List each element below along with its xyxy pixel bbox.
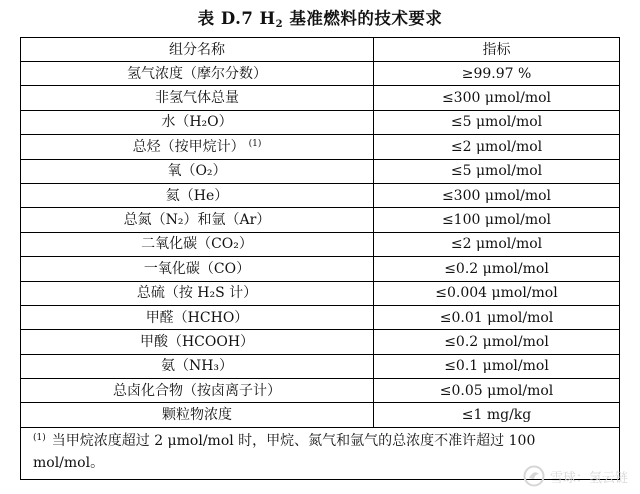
component-name-cell bbox=[21, 354, 374, 378]
indicator-value-cell: ≤0.01 μmol/mol bbox=[374, 305, 620, 329]
component-name-cell bbox=[21, 135, 374, 159]
component-name-cell bbox=[21, 330, 374, 354]
component-name: 甲酸（HCOOH） bbox=[139, 333, 255, 350]
component-name-cell bbox=[21, 379, 374, 403]
component-name-cell bbox=[21, 208, 374, 232]
component-name-cell bbox=[21, 183, 374, 207]
table-row bbox=[21, 159, 620, 183]
indicator-value-cell: ≤2 μmol/mol bbox=[374, 135, 620, 159]
watermark bbox=[523, 465, 628, 487]
component-name-cell bbox=[21, 257, 374, 281]
snowball-logo-icon bbox=[523, 465, 545, 487]
component-name-cell bbox=[21, 232, 374, 256]
component-name: 甲醛（HCHO） bbox=[145, 309, 249, 326]
footnote-mark: (1) bbox=[33, 432, 46, 443]
component-name-cell bbox=[21, 110, 374, 134]
component-name: 总氮（N₂）和氩（Ar） bbox=[123, 212, 271, 229]
component-name-cell bbox=[21, 305, 374, 329]
indicator-value-cell: ≤1 mg/kg bbox=[374, 403, 620, 427]
title-subscript: 2 bbox=[275, 19, 284, 30]
watermark-text: 雪球：氢云链 bbox=[549, 470, 628, 486]
footnote-text: 当甲烷浓度超过 2 μmol/mol 时，甲烷、氮气和氩气的总浓度不准许超过 100 mol/mol。 bbox=[33, 432, 536, 471]
component-name: 水（H₂O） bbox=[161, 114, 233, 131]
component-name: 总卤化合物（按卤离子计） bbox=[113, 382, 281, 399]
table-row bbox=[21, 232, 620, 256]
table-row bbox=[21, 86, 620, 110]
component-name: 颗粒物浓度 bbox=[162, 407, 232, 424]
title-text: 表 D.7 H bbox=[197, 9, 276, 28]
component-name-cell bbox=[21, 281, 374, 305]
requirements-table bbox=[20, 37, 620, 480]
table-row bbox=[21, 135, 620, 159]
indicator-value-cell: ≤5 μmol/mol bbox=[374, 110, 620, 134]
footnote-reference: (1) bbox=[248, 138, 262, 149]
component-name: 氧（O₂） bbox=[167, 163, 227, 180]
component-name-cell bbox=[21, 86, 374, 110]
column-header-component: 组分名称 bbox=[21, 38, 374, 62]
table-row bbox=[21, 257, 620, 281]
component-name: 氢气浓度（摩尔分数） bbox=[127, 65, 267, 82]
table-row bbox=[21, 379, 620, 403]
indicator-value-cell: ≤100 μmol/mol bbox=[374, 208, 620, 232]
table-row bbox=[21, 183, 620, 207]
table-row bbox=[21, 208, 620, 232]
component-name-cell bbox=[21, 159, 374, 183]
table-row bbox=[21, 403, 620, 427]
component-name-cell bbox=[21, 403, 374, 427]
table-row bbox=[21, 281, 620, 305]
indicator-value-cell: ≤0.1 μmol/mol bbox=[374, 354, 620, 378]
component-name: 氦（He） bbox=[165, 187, 229, 204]
component-name: 二氧化碳（CO₂） bbox=[141, 236, 253, 253]
component-name-cell bbox=[21, 62, 374, 86]
component-name: 氨（NH₃） bbox=[160, 358, 234, 375]
indicator-value-cell: ≤300 μmol/mol bbox=[374, 86, 620, 110]
column-header-indicator: 指标 bbox=[374, 38, 620, 62]
table-body bbox=[21, 62, 620, 428]
indicator-value-cell: ≥99.97 % bbox=[374, 62, 620, 86]
component-name: 总烃（按甲烷计） bbox=[132, 138, 245, 155]
component-name: 总硫（按 H₂S 计） bbox=[136, 285, 258, 302]
indicator-value-cell: ≤5 μmol/mol bbox=[374, 159, 620, 183]
title-text-suffix: 基准燃料的技术要求 bbox=[283, 9, 443, 28]
table-row bbox=[21, 62, 620, 86]
table-row bbox=[21, 330, 620, 354]
indicator-value-cell: ≤0.05 μmol/mol bbox=[374, 379, 620, 403]
component-name: 非氢气体总量 bbox=[155, 90, 239, 107]
table-header-row bbox=[21, 38, 620, 62]
table-row bbox=[21, 110, 620, 134]
table-title bbox=[0, 6, 640, 32]
indicator-value-cell: ≤300 μmol/mol bbox=[374, 183, 620, 207]
table-row bbox=[21, 354, 620, 378]
component-name: 一氧化碳（CO） bbox=[143, 260, 251, 277]
indicator-value-cell: ≤0.2 μmol/mol bbox=[374, 330, 620, 354]
indicator-value-cell: ≤0.2 μmol/mol bbox=[374, 257, 620, 281]
indicator-value-cell: ≤2 μmol/mol bbox=[374, 232, 620, 256]
indicator-value-cell: ≤0.004 μmol/mol bbox=[374, 281, 620, 305]
table-row bbox=[21, 305, 620, 329]
